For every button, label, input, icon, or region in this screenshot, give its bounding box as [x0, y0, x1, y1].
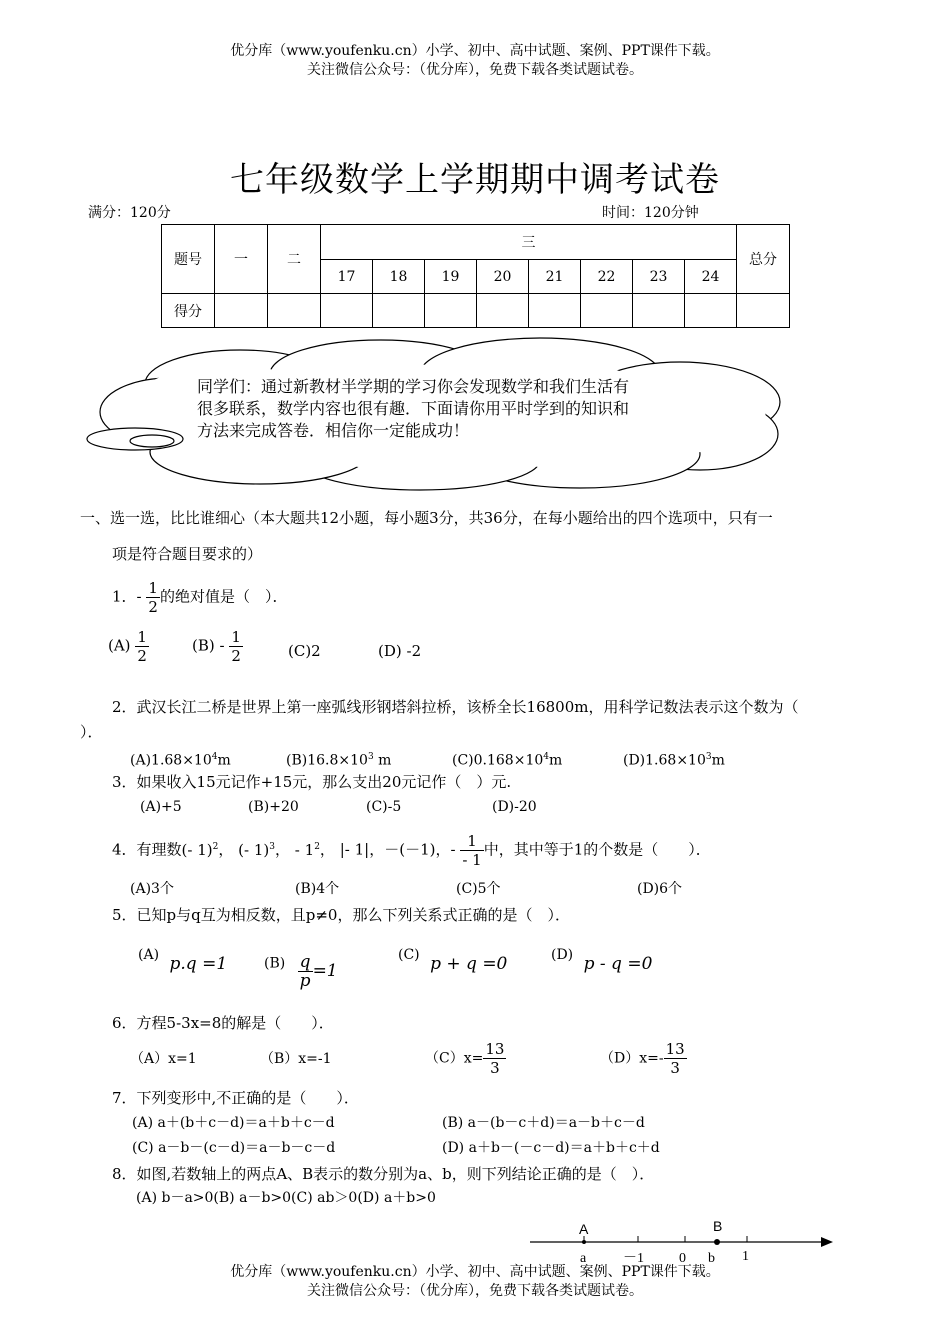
q4-expr-5: －(－1)，: [384, 840, 451, 859]
header-line-1: 优分库（www.youfenku.cn）小学、初中、高中试题、案例、PPT课件下载。: [230, 43, 720, 59]
label-point-a: A: [579, 1221, 589, 1237]
q4-expr-1: (- 1)$^2$: [181, 840, 219, 859]
q5-option-a[interactable]: (A) p.q =1: [138, 947, 228, 974]
question-6: 6．方程5-3x=8的解是（ ）．: [112, 1014, 334, 1032]
q5-option-b[interactable]: (B) $\frac{q}{p}$ =1: [264, 952, 338, 991]
sub-col: 24: [685, 260, 737, 294]
cloud-tail-bubbles: [87, 428, 183, 450]
q4-expr-4: |- 1|: [339, 840, 370, 859]
q1-number: 1．: [112, 587, 137, 606]
sub-col: 23: [633, 260, 685, 294]
q2-option-a[interactable]: $(A)1.68\times 10^4m$: [130, 752, 231, 769]
number-line: [525, 1215, 845, 1270]
q3-option-d[interactable]: (D)-20: [492, 799, 537, 815]
q1-minus: -: [136, 587, 142, 606]
page-title: 七年级数学上学期期中调考试卷: [230, 160, 720, 200]
cloud-message: 同学们：通过新教材半学期的学习你会发现数学和我们生活有很多联系，数学内容也很有趣．下面请你用平时学到的知识和方法来完成答卷．相信你一定能成功！: [197, 377, 630, 440]
q4-option-c[interactable]: (C)5个: [456, 881, 501, 897]
row-label: 题号: [162, 225, 215, 294]
tick-label-0: 0: [679, 1251, 686, 1266]
header-line-2: 关注微信公众号：（优分库），免费下载各类试题试卷。: [307, 62, 643, 78]
q1-fraction: $\frac{1}{2}$: [148, 579, 158, 616]
exam-time: 时间：120分钟: [602, 205, 699, 221]
section-1-heading-cont: 项是符合题目要求的）: [112, 545, 263, 563]
score-table: [161, 224, 790, 328]
q2-option-b[interactable]: $(B)16.8\times 10^3$ m: [286, 752, 392, 769]
q7-option-c[interactable]: (C) a－b－(c－d)＝a－b－c－d: [132, 1140, 336, 1156]
q6-option-d[interactable]: （D）x=- $\frac{13}{3}$: [600, 1040, 685, 1077]
q1-option-b[interactable]: (B) - $\frac{1}{2}$: [192, 628, 241, 665]
full-score: 满分：120分: [88, 205, 171, 221]
col-section-2: 二: [268, 225, 321, 294]
q7-option-a[interactable]: (A) a＋(b＋c－d)＝a＋b＋c－d: [132, 1115, 335, 1131]
q7-option-d[interactable]: (D) a＋b－(－c－d)＝a＋b＋c＋d: [442, 1140, 660, 1156]
q7-option-b[interactable]: (B) a－(b－c＋d)＝a－b＋c－d: [442, 1115, 645, 1131]
sub-col: 19: [425, 260, 477, 294]
score-cell[interactable]: [529, 294, 581, 328]
q1-option-c[interactable]: (C)2: [288, 642, 321, 660]
question-5: 5．已知p与q互为相反数，且p≠0，那么下列关系式正确的是（ ）．: [112, 906, 570, 924]
score-cell[interactable]: [373, 294, 425, 328]
score-cell[interactable]: [321, 294, 373, 328]
section-1-heading: 一、选一选，比比谁细心（本大题共12小题，每小题3分，共36分，在每小题给出的四个选项中，只有一: [80, 509, 773, 527]
col-section-1: 一: [215, 225, 268, 294]
q4-expr-3: - $1^2$: [294, 840, 320, 859]
q8-options[interactable]: (A) b－a>0(B) a－b>0(C) ab＞0(D) a＋b>0: [136, 1190, 436, 1206]
q2-option-d[interactable]: $(D)1.68\times 10^3m$: [623, 752, 725, 769]
q4-expr-2: (- 1)$^3$: [238, 840, 275, 859]
score-cell[interactable]: [633, 294, 685, 328]
col-section-3: 三: [321, 225, 737, 260]
question-4: 4．有理数(- 1)$^2$， (- 1)$^3$， - $1^2$， |- 1|，－(－1)，- $\frac{1}{- 1}$ 中，其中等于1的个数是（ ）．: [112, 832, 711, 869]
question-2: 2．武汉长江二桥是世界上第一座弧线形钢塔斜拉桥，该桥全长16800m，用科学记数法表示这个数为（: [112, 698, 799, 716]
q4-fraction: $\frac{1}{- 1}$: [462, 832, 482, 869]
score-cell[interactable]: [425, 294, 477, 328]
footer-line-2: 关注微信公众号：（优分库），免费下载各类试题试卷。: [307, 1283, 643, 1299]
q2-option-c[interactable]: $(C)0.168\times 10^4m$: [452, 752, 563, 769]
q4-option-d[interactable]: (D)6个: [637, 881, 683, 897]
sub-col: 22: [581, 260, 633, 294]
q3-option-a[interactable]: (A)+5: [140, 799, 182, 815]
question-7: 7．下列变形中,不正确的是（ ）．: [112, 1089, 359, 1107]
number-line-arrow: [821, 1237, 833, 1247]
col-total: 总分: [737, 225, 790, 294]
score-cell[interactable]: [477, 294, 529, 328]
score-cell[interactable]: [737, 294, 790, 328]
question-2-cont: ）．: [80, 723, 103, 741]
q3-option-c[interactable]: (C)-5: [366, 799, 402, 815]
q1-text: 的绝对值是（ ）．: [159, 587, 288, 606]
score-cell[interactable]: [581, 294, 633, 328]
sub-col: 21: [529, 260, 581, 294]
question-1: [112, 579, 287, 616]
footer-line-1: 优分库（www.youfenku.cn）小学、初中、高中试题、案例、PPT课件下载。: [230, 1264, 720, 1280]
score-cell[interactable]: [215, 294, 268, 328]
tick-label-minus-1: －1: [623, 1251, 644, 1266]
sub-col: 17: [321, 260, 373, 294]
q5-option-c[interactable]: (C) p + q =0: [398, 947, 508, 974]
question-3: 3．如果收入15元记作+15元，那么支出20元记作（ ）元.: [112, 773, 512, 791]
q4-option-b[interactable]: (B)4个: [295, 881, 340, 897]
tick-label-1: 1: [742, 1249, 749, 1264]
sub-col: 20: [477, 260, 529, 294]
q1-option-a[interactable]: (A) $\frac{1}{2}$: [108, 628, 147, 665]
q3-option-b[interactable]: (B)+20: [248, 799, 299, 815]
question-8: 8．如图,若数轴上的两点A、B表示的数分别为a、b，则下列结论正确的是（ ）．: [112, 1165, 655, 1183]
q1-option-d[interactable]: (D) -2: [378, 642, 422, 660]
point-a: [582, 1240, 586, 1244]
score-cell[interactable]: [268, 294, 321, 328]
point-b: [714, 1239, 720, 1245]
q4-option-a[interactable]: (A)3个: [130, 881, 174, 897]
score-label: 得分: [162, 294, 215, 328]
score-cell[interactable]: [685, 294, 737, 328]
q6-option-c[interactable]: （C）x= $\frac{13}{3}$: [425, 1040, 505, 1077]
tick-label-b: b: [708, 1251, 715, 1266]
sub-col: 18: [373, 260, 425, 294]
tick-label-a: a: [580, 1251, 587, 1266]
q6-option-a[interactable]: （A）x=1: [130, 1051, 197, 1067]
q6-option-b[interactable]: （B）x=-1: [260, 1051, 332, 1067]
label-point-b: B: [713, 1218, 723, 1234]
q5-option-d[interactable]: (D) p - q =0: [551, 947, 653, 974]
